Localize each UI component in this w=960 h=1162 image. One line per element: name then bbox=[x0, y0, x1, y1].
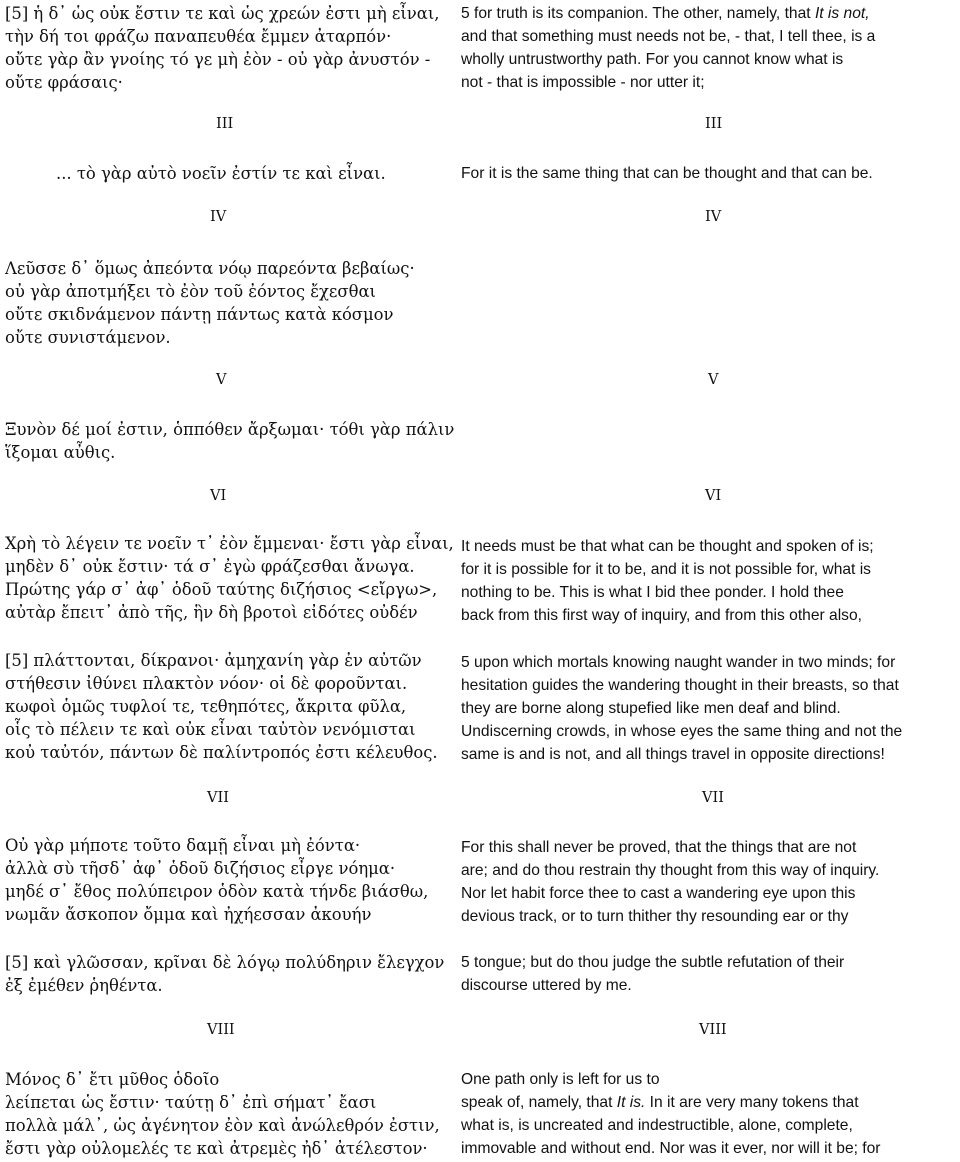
greek-fragment-ii-end bbox=[5, 2, 445, 94]
english-fragment-ii-end bbox=[461, 2, 960, 94]
greek-fragment-vi-part2 bbox=[5, 649, 445, 764]
greek-fragment-v bbox=[5, 418, 455, 464]
english-line: 5 tongue; but do thou judge the subtle refutation of their bbox=[461, 954, 845, 971]
english-fragment-viii bbox=[461, 1068, 960, 1160]
english-fragment-vi-part1 bbox=[461, 535, 960, 627]
greek-line: πολλὰ μάλ᾽, ὡς ἀγένητον ἐὸν καὶ ἀνώλεθρόν ἐστιν, bbox=[5, 1116, 440, 1135]
english-line: It needs must be that what can be thought and spoken of is; bbox=[461, 538, 874, 555]
section-numeral-english: IV bbox=[705, 209, 722, 225]
greek-line: μηδὲν δ᾽ οὐκ ἔστιν· τά σ᾽ ἐγὼ φράζεσθαι ἄνωγα. bbox=[5, 557, 415, 576]
greek-line: μηδέ σ᾽ ἔθος πολύπειρον ὁδὸν κατὰ τήνδε βιάσθω, bbox=[5, 882, 429, 901]
english-line: nothing to be. This is what I bid thee ponder. I hold thee bbox=[461, 584, 844, 601]
greek-fragment-vi-part1 bbox=[5, 532, 454, 624]
english-line: wholly untrustworthy path. For you cannot know what is bbox=[461, 51, 844, 68]
english-line: same is and is not, and all things travel in opposite directions! bbox=[461, 746, 885, 763]
greek-line: Ξυνὸν δέ μοί ἐστιν, ὁππόθεν ἄρξωμαι· τόθι γὰρ πάλιν bbox=[5, 420, 455, 439]
greek-fragment-iv bbox=[5, 257, 445, 349]
greek-line: ἔστι γὰρ οὐλομελές τε καὶ ἀτρεμὲς ἠδ᾽ ἀτέλεστον· bbox=[5, 1139, 428, 1158]
greek-line: στήθεσιν ἰθύνει πλακτὸν νόον· οἱ δὲ φοροῦνται. bbox=[5, 674, 408, 693]
english-fragment-vi-part2 bbox=[461, 651, 960, 766]
english-fragment-iii bbox=[461, 162, 960, 185]
english-line: Nor let habit force thee to cast a wandering eye upon this bbox=[461, 885, 856, 902]
greek-line: Πρώτης γάρ σ᾽ ἀφ᾽ ὁδοῦ ταύτης διζήσιος <εἴργω>, bbox=[5, 580, 438, 599]
english-line: what is, is uncreated and indestructible, alone, complete, bbox=[461, 1117, 853, 1134]
greek-line: οὔτε φράσαις· bbox=[5, 73, 123, 92]
greek-line: ἀλλὰ σὺ τῆσδ᾽ ἀφ᾽ ὁδοῦ διζήσιος εἶργε νόημα· bbox=[5, 859, 396, 878]
greek-line: κωφοὶ ὁμῶς τυφλοί τε, τεθηπότες, ἄκριτα φῦλα, bbox=[5, 697, 407, 716]
greek-line: οὐ γὰρ ἀποτμήξει τὸ ἐὸν τοῦ ἐόντος ἔχεσθαι bbox=[5, 282, 376, 301]
greek-line: αὐτὰρ ἔπειτ᾽ ἀπὸ τῆς, ἣν δὴ βροτοὶ εἰδότες οὐδέν bbox=[5, 603, 418, 622]
greek-line: Χρὴ τὸ λέγειν τε νοεῖν τ᾽ ἐὸν ἔμμεναι· ἔστι γὰρ εἶναι, bbox=[5, 534, 454, 553]
english-line bbox=[461, 1091, 960, 1114]
english-line: back from this first way of inquiry, and from this other also, bbox=[461, 607, 862, 624]
greek-line: ἐξ ἐμέθεν ῥηθέντα. bbox=[5, 976, 163, 995]
english-italic: It is. bbox=[616, 1094, 646, 1111]
english-line: One path only is left for us to bbox=[461, 1071, 660, 1088]
greek-line: ἵξομαι αὖθις. bbox=[5, 443, 116, 462]
english-line: not - that is impossible - nor utter it; bbox=[461, 74, 705, 91]
greek-fragment-viii bbox=[5, 1068, 445, 1160]
section-numeral-greek: VII bbox=[207, 790, 229, 806]
english-line: for it is possible for it to be, and it is not possible for, what is bbox=[461, 561, 871, 578]
english-italic: It is not, bbox=[814, 5, 870, 22]
section-numeral-english: III bbox=[705, 116, 723, 132]
greek-line: [5] ἡ δ᾽ ὡς οὐκ ἔστιν τε καὶ ὡς χρεών ἐστι μὴ εἶναι, bbox=[5, 4, 440, 23]
english-line bbox=[461, 2, 960, 25]
section-numeral-english: VI bbox=[705, 488, 722, 504]
english-line: hesitation guides the wandering thought in their breasts, so that bbox=[461, 677, 899, 694]
greek-line: κοὐ ταὐτόν, πάντων δὲ παλίντροπός ἐστι κέλευθος. bbox=[5, 743, 438, 762]
english-line: discourse uttered by me. bbox=[461, 977, 632, 994]
english-text: speak of, namely, that bbox=[461, 1094, 617, 1111]
english-line: 5 upon which mortals knowing naught wander in two minds; for bbox=[461, 654, 896, 671]
english-line: devious track, or to turn thither thy resounding ear or thy bbox=[461, 908, 849, 925]
greek-line: οὔτε συνιστάμενον. bbox=[5, 328, 171, 347]
greek-line: οὔτε σκιδνάμενον πάντῃ πάντως κατὰ κόσμον bbox=[5, 305, 394, 324]
greek-fragment-vii-part2 bbox=[5, 951, 445, 997]
greek-fragment-vii-part1 bbox=[5, 834, 445, 926]
greek-line: Μόνος δ᾽ ἔτι μῦθος ὁδοῖο bbox=[5, 1070, 220, 1089]
greek-line: λείπεται ὡς ἔστιν· ταύτῃ δ᾽ ἐπὶ σήματ᾽ ἔασι bbox=[5, 1093, 377, 1112]
english-line: immovable and without end. Nor was it ever, nor will it be; for bbox=[461, 1140, 881, 1157]
greek-line: τὴν δή τοι φράζω παναπευθέα ἔμμεν ἀταρπόν· bbox=[5, 27, 392, 46]
greek-line: [5] πλάττονται, δίκρανοι· ἀμηχανίη γὰρ ἐν αὐτῶν bbox=[5, 651, 422, 670]
greek-line: [5] καὶ γλῶσσαν, κρῖναι δὲ λόγῳ πολύδηριν ἔλεγχον bbox=[5, 953, 445, 972]
english-fragment-vii-part1 bbox=[461, 836, 960, 928]
section-numeral-greek: VIII bbox=[207, 1022, 235, 1038]
english-text: 5 for truth is its companion. The other, namely, that bbox=[461, 5, 815, 22]
english-line: are; and do thou restrain thy thought from this way of inquiry. bbox=[461, 862, 880, 879]
greek-line: οὔτε γὰρ ἂν γνοίης τό γε μὴ ἐὸν - οὐ γὰρ ἀνυστόν - bbox=[5, 50, 431, 69]
greek-line: Λεῦσσε δ᾽ ὅμως ἀπεόντα νόῳ παρεόντα βεβαίως· bbox=[5, 259, 415, 278]
greek-line: οἷς τὸ πέλειν τε καὶ οὐκ εἶναι ταὐτὸν νενόμισται bbox=[5, 720, 416, 739]
section-numeral-greek: VI bbox=[210, 488, 227, 504]
section-numeral-english: V bbox=[708, 372, 719, 388]
english-fragment-vii-part2 bbox=[461, 951, 960, 997]
greek-line: Οὐ γὰρ μήποτε τοῦτο δαμῇ εἶναι μὴ ἐόντα· bbox=[5, 836, 361, 855]
section-numeral-greek: III bbox=[216, 116, 234, 132]
section-numeral-english: VII bbox=[702, 790, 724, 806]
english-line: they are borne along stupefied like men deaf and blind. bbox=[461, 700, 841, 717]
section-numeral-english: VIII bbox=[699, 1022, 727, 1038]
english-line: For it is the same thing that can be thought and that can be. bbox=[461, 165, 873, 182]
english-line: Undiscerning crowds, in whose eyes the same thing and not the bbox=[461, 723, 903, 740]
section-numeral-greek: V bbox=[216, 372, 227, 388]
english-line: and that something must needs not be, - that, I tell thee, is a bbox=[461, 28, 876, 45]
greek-line: νωμᾶν ἄσκοπον ὄμμα καὶ ἠχήεσσαν ἀκουήν bbox=[5, 905, 372, 924]
greek-fragment-iii bbox=[5, 162, 445, 185]
english-line: For this shall never be proved, that the things that are not bbox=[461, 839, 857, 856]
section-numeral-greek: IV bbox=[210, 209, 227, 225]
greek-line: ... τὸ γὰρ αὐτὸ νοεῖν ἐστίν τε καὶ εἶναι. bbox=[56, 164, 386, 183]
english-text: In it are very many tokens that bbox=[645, 1094, 859, 1111]
